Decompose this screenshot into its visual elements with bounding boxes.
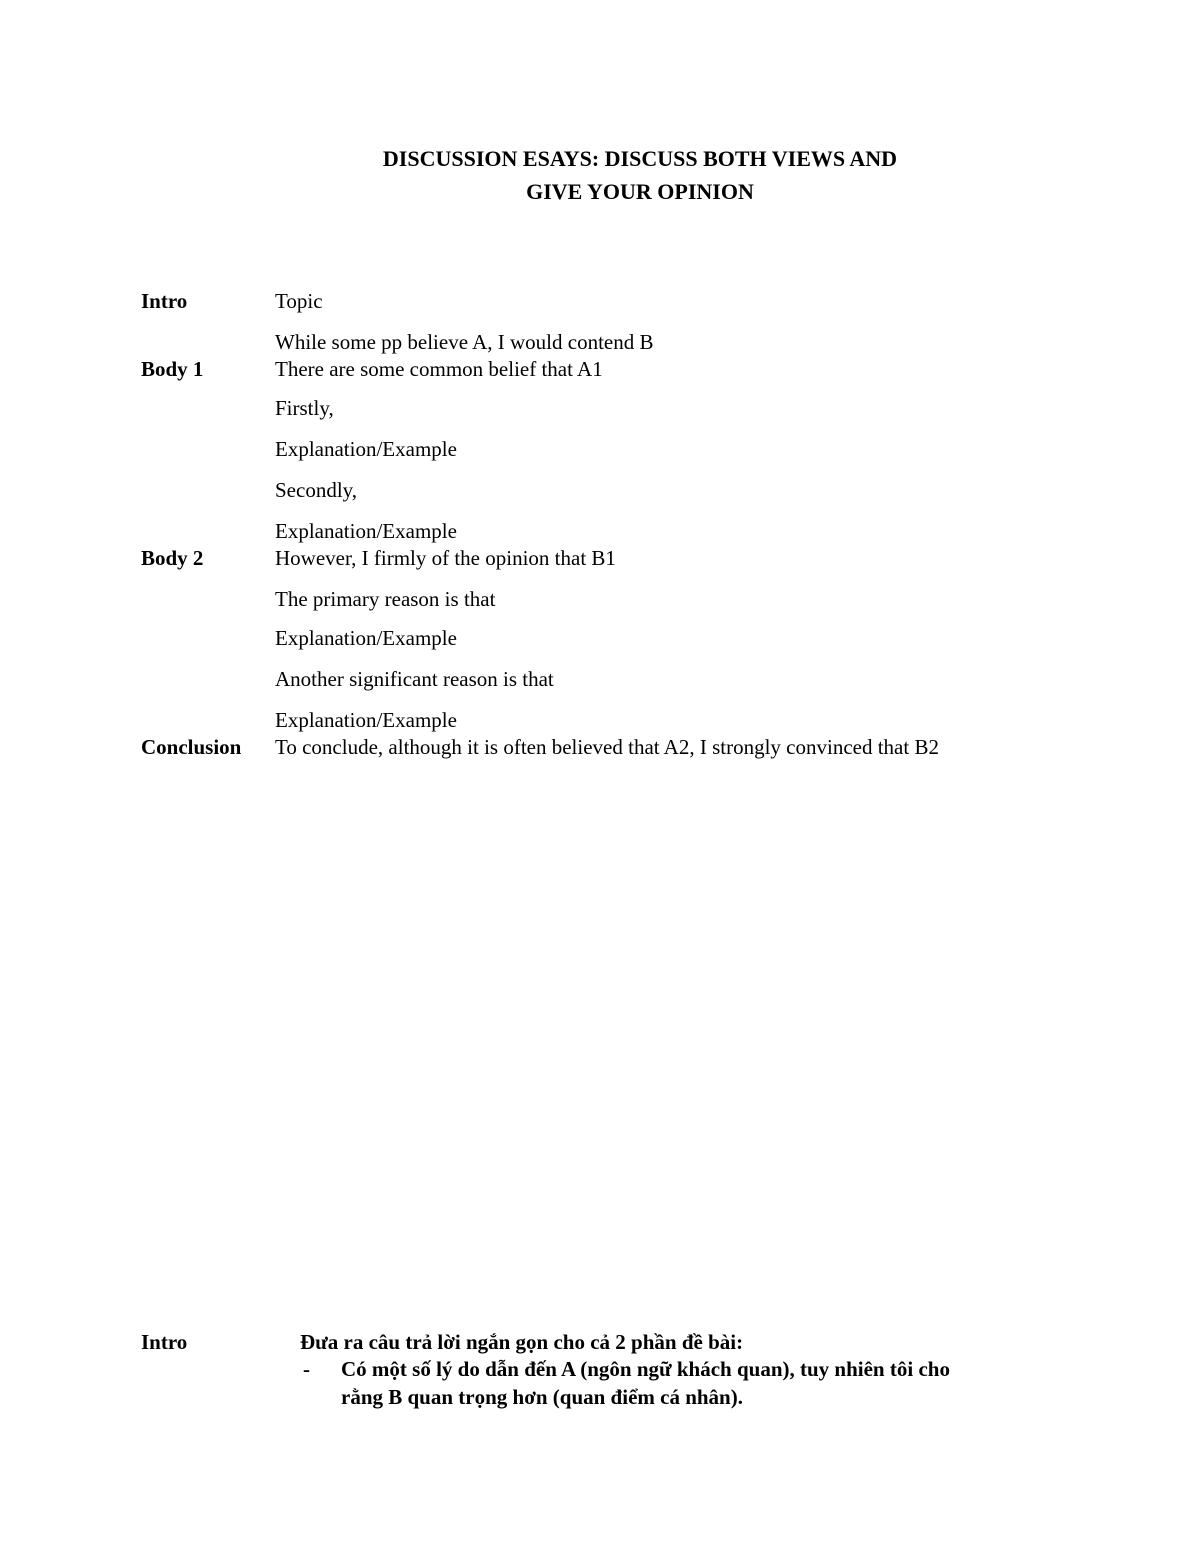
body2-label: Body 2 (141, 546, 204, 570)
outline-line: The primary reason is that (275, 587, 496, 611)
outline-line: Explanation/Example (275, 708, 457, 732)
title-line-2: GIVE YOUR OPINION (526, 179, 754, 204)
notes-bullet-line-2: rằng B quan trọng hơn (quan điểm cá nhân). (341, 1385, 743, 1409)
intro-label: Intro (141, 289, 188, 313)
bullet-marker: - (303, 1357, 310, 1381)
outline-line: Topic (275, 289, 323, 313)
outline-line: Firstly, (275, 396, 334, 420)
notes-bullet-line-1: Có một số lý do dẫn đến A (ngôn ngữ khách quan), tuy nhiên tôi cho (341, 1357, 950, 1381)
outline-line: There are some common belief that A1 (275, 357, 603, 381)
body1-label: Body 1 (141, 357, 204, 381)
outline-line: Secondly, (275, 478, 358, 502)
notes-intro-label: Intro (141, 1330, 188, 1354)
outline-line: Another significant reason is that (275, 667, 554, 691)
conclusion-label: Conclusion (141, 735, 242, 759)
title-line-1: DISCUSSION ESAYS: DISCUSS BOTH VIEWS AND (382, 146, 898, 171)
page-title (0, 142, 1200, 208)
outline-line: To conclude, although it is often believed that A2, I strongly convinced that B2 (275, 735, 939, 759)
outline-line: While some pp believe A, I would contend B (275, 330, 654, 354)
outline-line: Explanation/Example (275, 437, 457, 461)
outline-line: Explanation/Example (275, 519, 457, 543)
outline-line: However, I firmly of the opinion that B1 (275, 546, 616, 570)
outline-line: Explanation/Example (275, 626, 457, 650)
notes-heading: Đưa ra câu trả lời ngắn gọn cho cả 2 phần đề bài: (300, 1330, 744, 1354)
